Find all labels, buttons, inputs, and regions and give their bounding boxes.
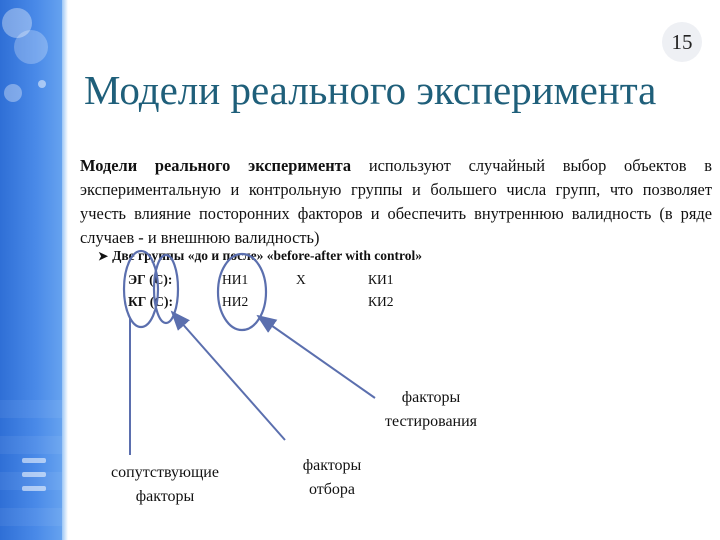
selection-arrow	[172, 312, 285, 440]
bullet-text: Две группы «до и после» «before-after with control»	[112, 248, 422, 263]
testing-arrow	[258, 316, 375, 398]
row1-treatment: X	[296, 272, 306, 287]
pretest-ellipse	[218, 254, 266, 330]
label-concomitant-factors: сопутствующие факторы	[111, 464, 219, 505]
intro-bold-term: Модели реального эксперимента	[80, 156, 352, 175]
row2-post: КИ2	[368, 294, 394, 309]
intro-text: используют случайный выбор объектов в экспериментальную и контрольную группы и большего числа групп, что позволяет учесть влияние посторонних факторов и обеспечить внутреннюю валидность (в ряде случаев - и внешнюю валидность)	[80, 156, 712, 247]
slide-title: Модели реального эксперимента	[84, 67, 657, 113]
row1-pre: НИ1	[222, 272, 249, 287]
row1-post: КИ1	[368, 272, 394, 287]
page-number: 15	[662, 22, 702, 62]
label-selection-factors: факторы отбора	[302, 457, 362, 498]
label-testing-factors: факторы тестирования	[384, 389, 478, 430]
row2-pre: НИ2	[222, 294, 249, 309]
row1-group: ЭГ (С):	[128, 272, 173, 287]
arrow-bullet-icon: ➤	[98, 249, 109, 263]
row2-group: КГ (С):	[128, 294, 173, 309]
